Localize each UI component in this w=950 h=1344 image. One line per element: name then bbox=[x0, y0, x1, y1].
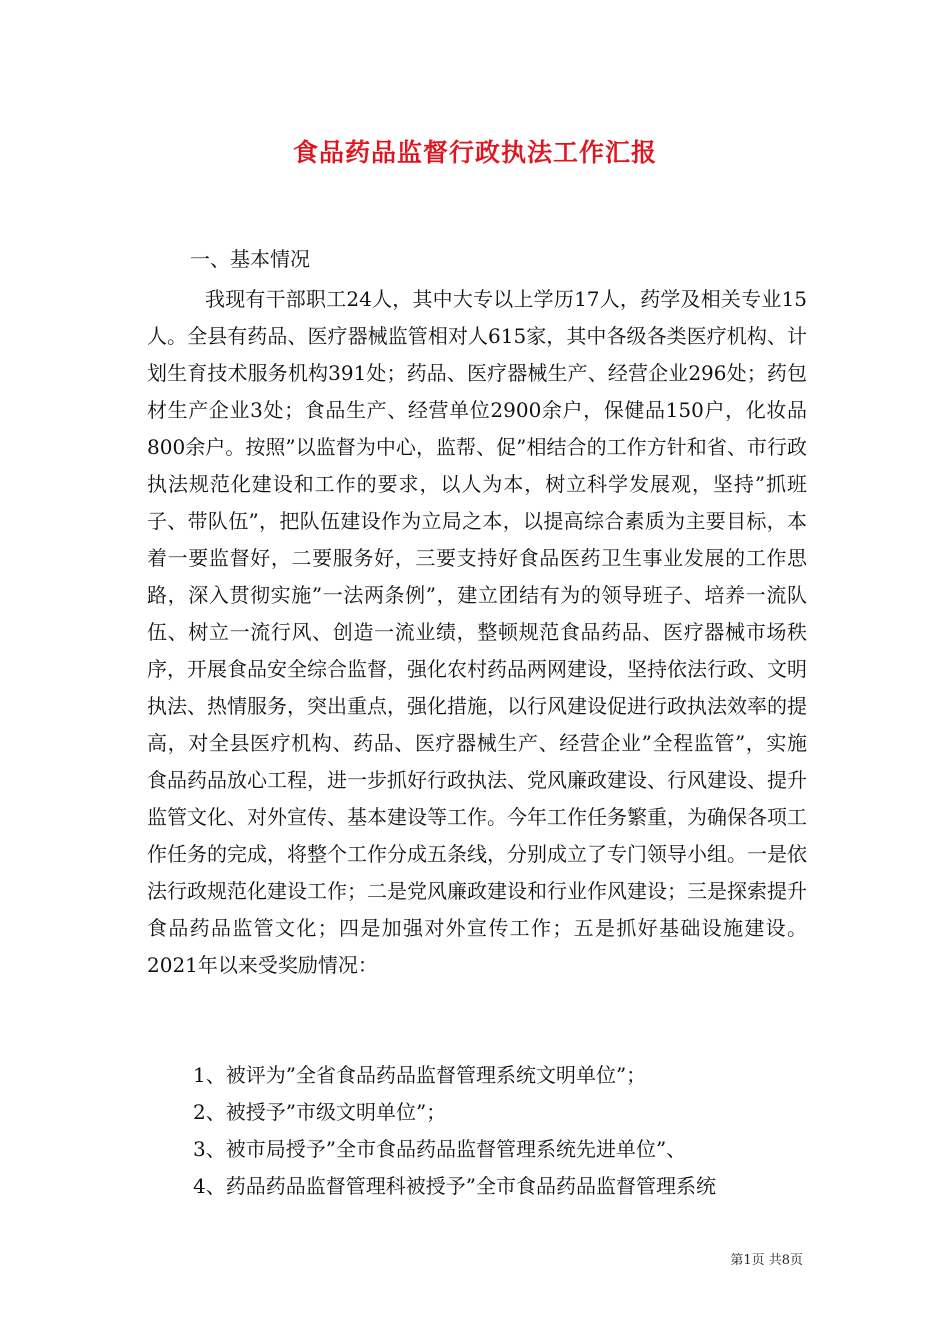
award-item-2: 2、被授予”市级文明单位”； bbox=[193, 1100, 447, 1124]
award-item-1: 1、被评为”全省食品药品监督管理系统文明单位”； bbox=[193, 1063, 647, 1087]
page-number-footer: 第1页 共8页 bbox=[730, 1253, 803, 1268]
document-title: 食品药品监督行政执法工作汇报 bbox=[292, 138, 657, 167]
award-list bbox=[193, 1057, 833, 1205]
section-heading: 一、基本情况 bbox=[190, 247, 310, 271]
body-paragraph: 我现有干部职工24人，其中大专以上学历17人，药学及相关专业15人。全县有药品、医疗器械监管相对人615家，其中各级各类医疗机构、计划生育技术服务机构391处；药品、医疗器械生产、经营企业296处；药包材生产企业3处；食品生产、经营单位2900余户，保健品150户，化妆品800余户。按照”以监督为中心，监帮、促”相结合的工作方针和省、市行政执法规范化建设和工作的要求，以人为本，树立科学发展观，坚持”抓班子、带队伍”，把队伍建设作为立局之本，以提高综合素质为主要目标，本着一要监督好，二要服务好，三要支持好食品医药卫生事业发展的工作思路，深入贯彻实施”一法两条例”，建立团结有为的领导班子、培养一流队伍、树立一流行风、创造一流业绩，整顿规范食品药品、医疗器械市场秩序，开展食品安全综合监督，强化农村药品两网建设，坚持依法行政、文明执法、热情服务，突出重点，强化措施，以行风建设促进行政执法效率的提高，对全县医疗机构、药品、医疗器械生产、经营企业”全程监管”，实施食品药品放心工程，进一步抓好行政执法、党风廉政建设、行风建设、提升监管文化、对外宣传、基本建设等工作。今年工作任务繁重，为确保各项工作任务的完成，将整个工作分成五条线，分别成立了专门领导小组。一是依法行政规范化建设工作；二是党风廉政建设和行业作风建设；三是探索提升食品药品监管文化；四是加强对外宣传工作；五是抓好基础设施建设。2021年以来受奖励情况： bbox=[147, 287, 807, 977]
award-item-3: 3、被市局授予”全市食品药品监督管理系统先进单位”、 bbox=[193, 1137, 687, 1161]
award-item-4: 4、药品药品监督管理科被授予”全市食品药品监督管理系统 bbox=[193, 1174, 716, 1198]
